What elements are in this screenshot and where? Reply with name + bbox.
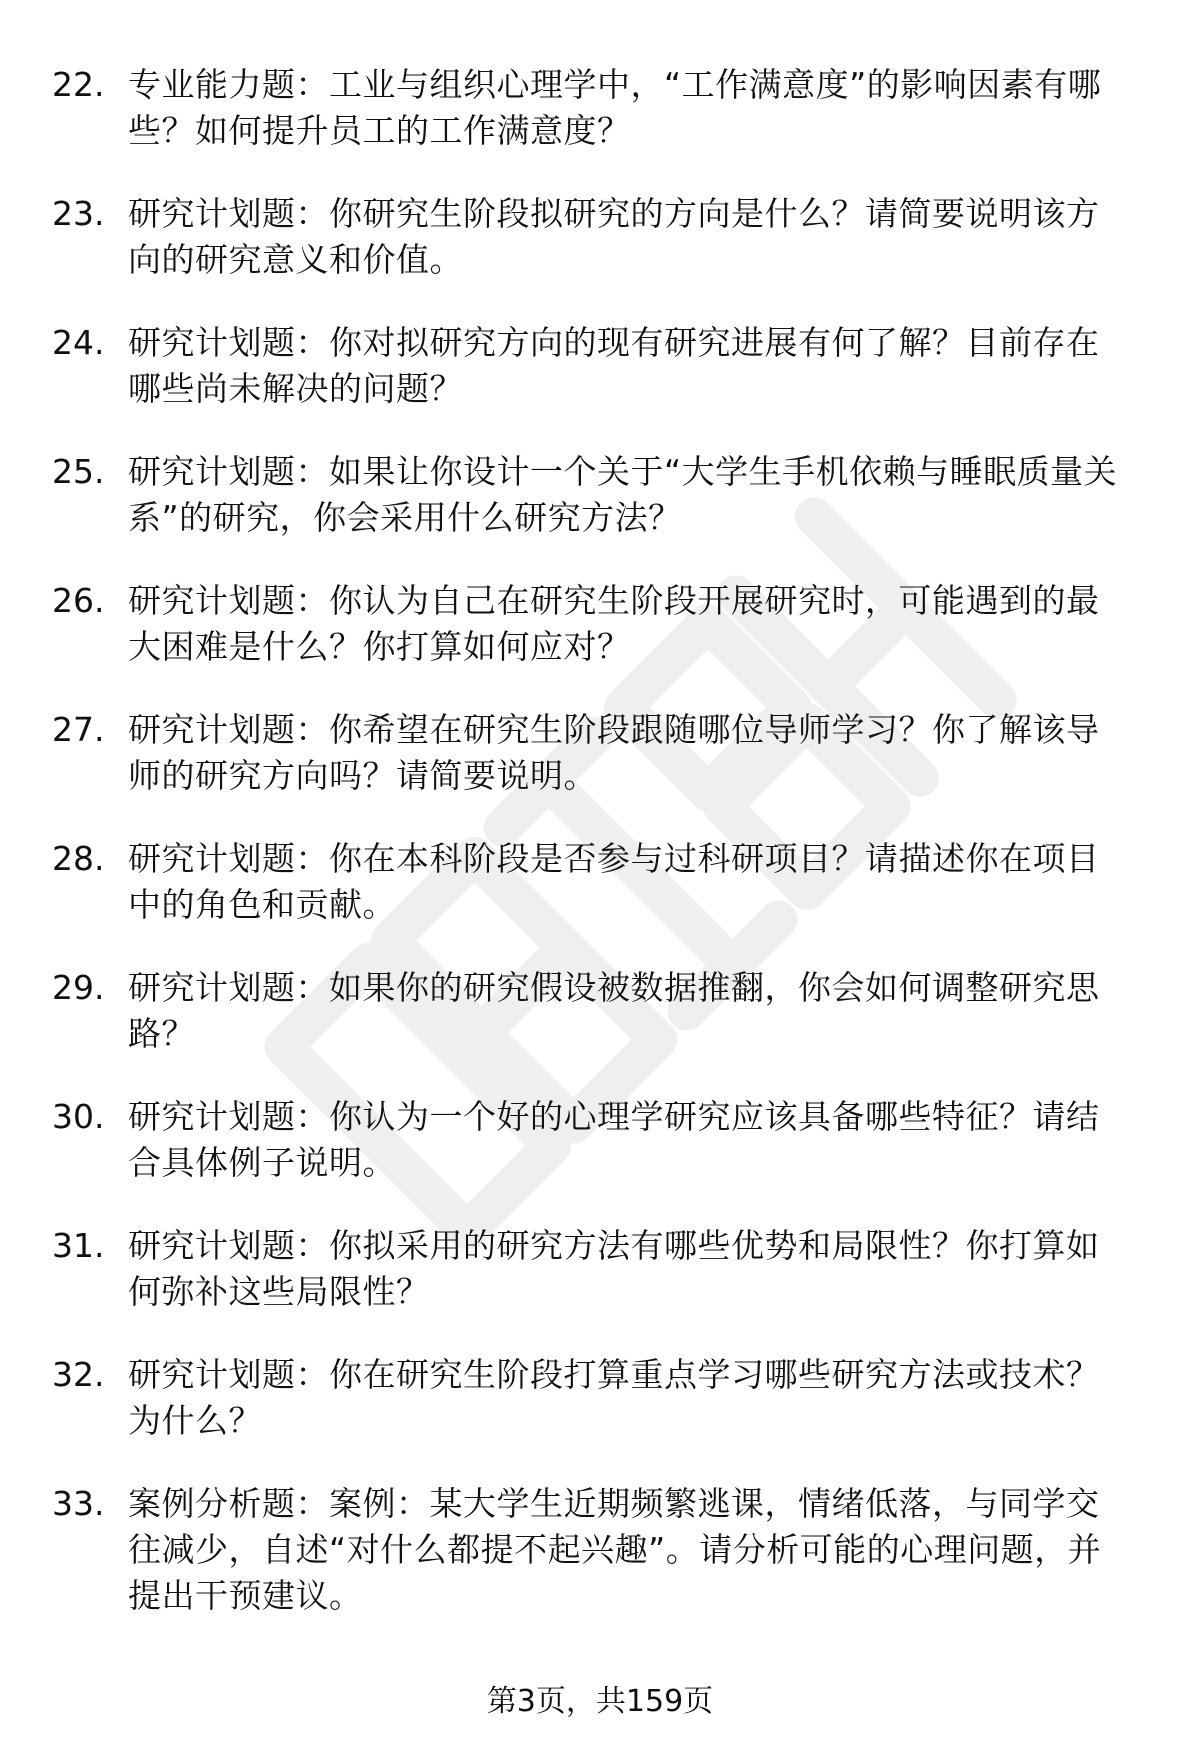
question-number: 25. (52, 452, 105, 491)
question-number: 27. (52, 710, 105, 749)
question-number: 24. (52, 323, 105, 362)
question-text: 专业能力题：工业与组织心理学中，“工作满意度”的影响因素有哪些？如何提升员工的工作满意度？ (128, 65, 1102, 150)
question-item (52, 578, 1142, 707)
question-text: 案例分析题：案例：某大学生近期频繁逃课，情绪低落，与同学交往减少，自述“对什么都提不起兴趣”。请分析可能的心理问题，并提出干预建议。 (128, 1484, 1102, 1615)
question-number: 33. (52, 1484, 105, 1523)
question-number: 22. (52, 65, 105, 104)
question-item (52, 1481, 1142, 1641)
question-item (52, 320, 1142, 449)
question-item (52, 1352, 1142, 1481)
question-item (52, 707, 1142, 836)
question-item (52, 1223, 1142, 1352)
question-text: 研究计划题：你认为自己在研究生阶段开展研究时，可能遇到的最大困难是什么？你打算如何应对？ (128, 581, 1100, 666)
question-text: 研究计划题：你研究生阶段拟研究的方向是什么？请简要说明该方向的研究意义和价值。 (128, 194, 1100, 279)
question-item (52, 836, 1142, 965)
question-text: 研究计划题：你拟采用的研究方法有哪些优势和局限性？你打算如何弥补这些局限性？ (128, 1226, 1100, 1311)
question-item (52, 965, 1142, 1094)
question-text: 研究计划题：你在研究生阶段打算重点学习哪些研究方法或技术？为什么？ (128, 1355, 1100, 1440)
page-footer: 第3页，共159页 (486, 1684, 714, 1719)
question-item (52, 62, 1142, 191)
question-number: 32. (52, 1355, 105, 1394)
question-item (52, 191, 1142, 320)
question-number: 28. (52, 839, 105, 878)
question-number: 26. (52, 581, 105, 620)
question-item (52, 1094, 1142, 1223)
question-list (52, 62, 1142, 1641)
question-text: 研究计划题：你希望在研究生阶段跟随哪位导师学习？你了解该导师的研究方向吗？请简要说明。 (128, 710, 1100, 795)
question-text: 研究计划题：你在本科阶段是否参与过科研项目？请描述你在项目中的角色和贡献。 (128, 839, 1100, 924)
question-text: 研究计划题：你对拟研究方向的现有研究进展有何了解？目前存在哪些尚未解决的问题？ (128, 323, 1100, 408)
question-text: 研究计划题：如果让你设计一个关于“大学生手机依赖与睡眠质量关系”的研究，你会采用什么研究方法？ (128, 452, 1118, 537)
question-item (52, 449, 1142, 578)
question-number: 30. (52, 1097, 105, 1136)
question-number: 29. (52, 968, 105, 1007)
question-text: 研究计划题：你认为一个好的心理学研究应该具备哪些特征？请结合具体例子说明。 (128, 1097, 1100, 1182)
question-text: 研究计划题：如果你的研究假设被数据推翻，你会如何调整研究思路？ (128, 968, 1100, 1053)
question-number: 31. (52, 1226, 105, 1265)
question-number: 23. (52, 194, 105, 233)
